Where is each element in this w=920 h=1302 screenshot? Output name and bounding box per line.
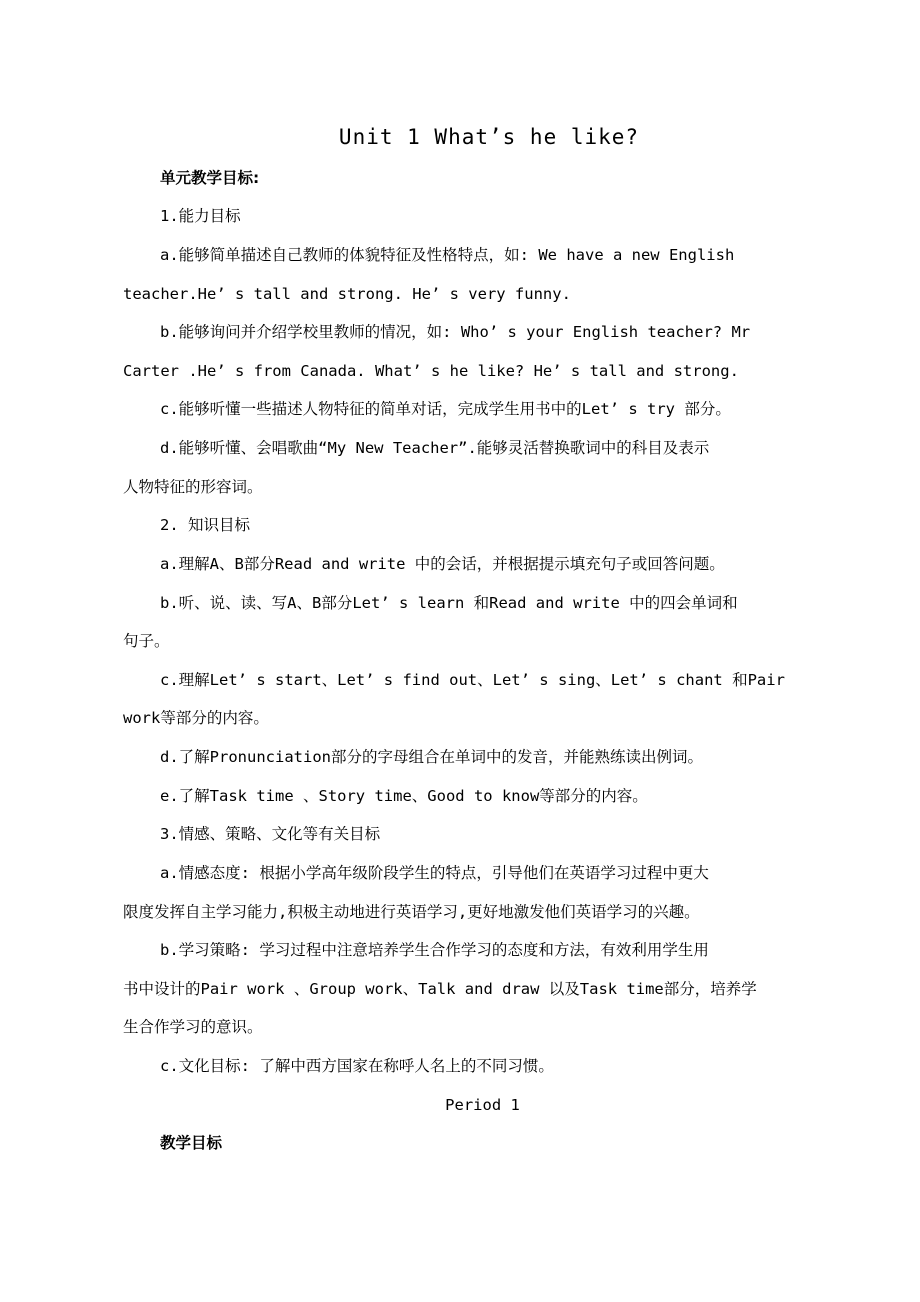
ability-goal-d-line-1: d.能够听懂、会唱歌曲“My New Teacher”.能够灵活替换歌词中的科目及表示 — [160, 439, 710, 457]
knowledge-goal-b-line-1: b.听、说、读、写A、B部分Let’ s learn 和Read and write 中的四会单词和 — [160, 594, 738, 612]
teaching-goals-heading: 教学目标 — [160, 1134, 223, 1152]
section-knowledge-goals-heading: 2. 知识目标 — [160, 516, 250, 534]
affective-goal-c-line-1: c.文化目标: 了解中西方国家在称呼人名上的不同习惯。 — [160, 1057, 554, 1075]
knowledge-goal-d-line-1: d.了解Pronunciation部分的字母组合在单词中的发音，并能熟练读出例词。 — [160, 748, 703, 766]
affective-goal-a-line-2: 限度发挥自主学习能力,积极主动地进行英语学习,更好地激发他们英语学习的兴趣。 — [123, 903, 700, 921]
ability-goal-b-line-1: b.能够询问并介绍学校里教师的情况，如: Who’ s your English teacher? Mr — [160, 323, 751, 341]
knowledge-goal-e-line-1: e.了解Task time 、Story time、Good to know等部分的内容。 — [160, 787, 648, 805]
affective-goal-b-line-2: 书中设计的Pair work 、Group work、Talk and draw 以及Task time部分，培养学 — [123, 980, 757, 998]
period-heading: Period 1 — [445, 1096, 520, 1114]
knowledge-goal-c-line-1: c.理解Let’ s start、Let’ s find out、Let’ s sing、Let’ s chant 和Pair — [160, 671, 785, 689]
knowledge-goal-a-line-1: a.理解A、B部分Read and write 中的会话，并根据提示填充句子或回答问题。 — [160, 555, 725, 573]
document-title: Unit 1 What’s he like? — [338, 125, 640, 149]
affective-goal-b-line-1: b.学习策略: 学习过程中注意培养学生合作学习的态度和方法，有效利用学生用 — [160, 941, 709, 959]
ability-goal-a-line-2: teacher.He’ s tall and strong. He’ s very funny. — [123, 285, 571, 303]
affective-goal-b-line-3: 生合作学习的意识。 — [123, 1018, 263, 1036]
ability-goal-c-line-1: c.能够听懂一些描述人物特征的简单对话，完成学生用书中的Let’ s try 部分。 — [160, 400, 731, 418]
unit-goals-heading: 单元教学目标: — [160, 169, 260, 187]
ability-goal-d-line-2: 人物特征的形容词。 — [123, 478, 263, 496]
section-affective-goals-heading: 3.情感、策略、文化等有关目标 — [160, 825, 381, 843]
ability-goal-b-line-2: Carter .He’ s from Canada. What’ s he like? He’ s tall and strong. — [123, 362, 739, 380]
knowledge-goal-c-line-2: work等部分的内容。 — [123, 709, 269, 727]
section-ability-goals-heading: 1.能力目标 — [160, 207, 241, 225]
ability-goal-a-line-1: a.能够简单描述自己教师的体貌特征及性格特点，如: We have a new English — [160, 246, 735, 264]
affective-goal-a-line-1: a.情感态度: 根据小学高年级阶段学生的特点，引导他们在英语学习过程中更大 — [160, 864, 709, 882]
knowledge-goal-b-line-2: 句子。 — [123, 632, 170, 650]
